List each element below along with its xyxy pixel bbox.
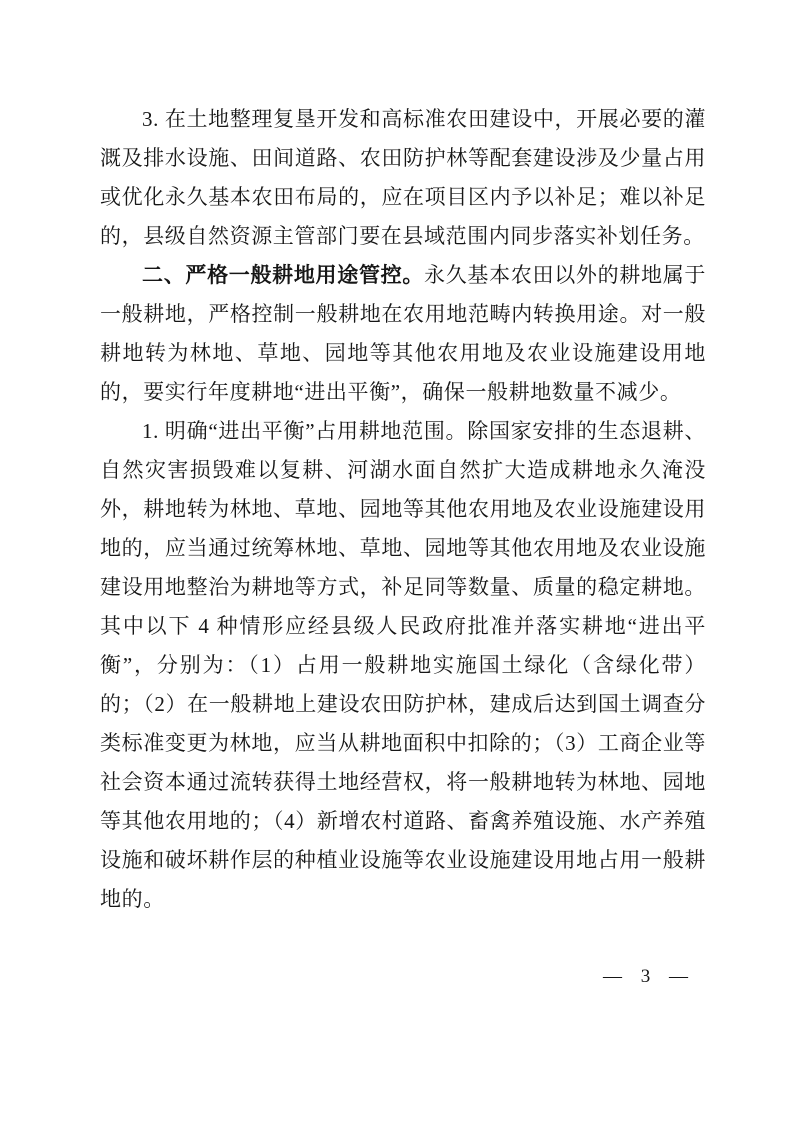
paragraph: 二、严格一般耕地用途管控。永久基本农田以外的耕地属于一般耕地，严格控制一般耕地在农用地范畴内转换用途。对一般耕地转为林地、草地、园地等其他农用地及农业设施建设用地的，要实行年度耕地“进出平衡”，确保一般耕地数量不减少。 bbox=[100, 263, 706, 404]
document-body bbox=[100, 100, 706, 919]
page-number bbox=[603, 966, 688, 988]
page-number-value: 3 bbox=[640, 966, 651, 987]
paragraph: 3. 在土地整理复垦开发和高标准农田建设中，开展必要的灌溉及排水设施、田间道路、农田防护林等配套建设涉及少量占用或优化永久基本农田布局的，应在项目区内予以补足；难以补足的，县级自然资源主管部门要在县域范围内同步落实补划任务。 bbox=[100, 107, 706, 248]
paragraph-lead: 二、严格一般耕地用途管控。 bbox=[142, 263, 425, 287]
paragraph: 1. 明确“进出平衡”占用耕地范围。除国家安排的生态退耕、自然灾害损毁难以复耕、河湖水面自然扩大造成耕地永久淹没外，耕地转为林地、草地、园地等其他农用地及农业设施建设用地的，应当通过统筹林地、草地、园地等其他农用地及农业设施建设用地整治为耕地等方式，补足同等数量、质量的稳定耕地。其中以下 4 种情形应经县级人民政府批准并落实耕地“进出平衡”，分别为：（1）占用一般耕地实施国土绿化（含绿化带）的；（2）在一般耕地上建设农田防护林，建成后达到国土调查分类标准变更为林地，应当从耕地面积中扣除的；（3）工商企业等社会资本通过流转获得土地经营权，将一般耕地转为林地、园地等其他农用地的；（4）新增农村道路、畜禽养殖设施、水产养殖设施和破坏耕作层的种植业设施等农业设施建设用地占用一般耕地的。 bbox=[100, 419, 706, 911]
page-number-right-dash: — bbox=[669, 966, 688, 987]
page-number-left-dash: — bbox=[603, 966, 622, 987]
